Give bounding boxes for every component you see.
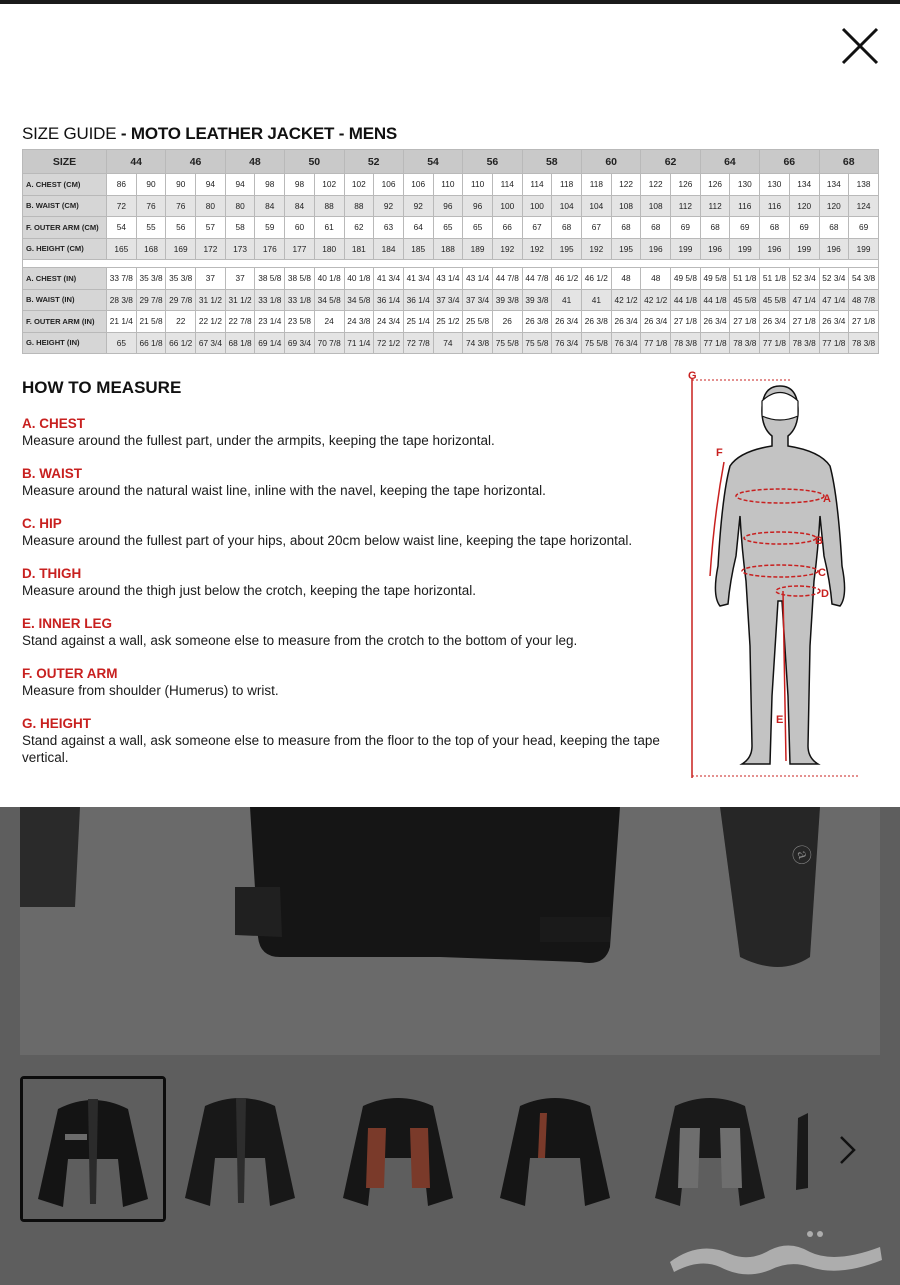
table-cell: 134 [789, 174, 819, 196]
table-cell: 22 1/2 [196, 311, 226, 333]
table-cell: 110 [433, 174, 463, 196]
table-cell: 29 7/8 [166, 289, 196, 311]
table-cell: 189 [463, 238, 493, 260]
table-cell: 54 3/8 [849, 268, 879, 290]
table-cell: 43 1/4 [463, 268, 493, 290]
table-cell: 48 [641, 268, 671, 290]
table-cell: 76 [136, 195, 166, 217]
table-cell: 173 [225, 238, 255, 260]
table-cell: 49 5/8 [700, 268, 730, 290]
table-cell: 96 [433, 195, 463, 217]
table-cell: 68 [760, 217, 790, 239]
table-cell: 21 5/8 [136, 311, 166, 333]
table-cell: 184 [374, 238, 404, 260]
measure-heading: E. INNER LEG [22, 616, 113, 631]
row-label: F. OUTER ARM (CM) [23, 217, 107, 239]
table-cell: 180 [314, 238, 344, 260]
table-cell: 77 1/8 [700, 332, 730, 354]
table-cell: 114 [492, 174, 522, 196]
table-cell: 108 [641, 195, 671, 217]
size-header-cell: 54 [403, 150, 462, 174]
table-cell: 75 5/8 [522, 332, 552, 354]
table-cell: 47 1/4 [789, 289, 819, 311]
size-header-cell: 56 [463, 150, 522, 174]
table-cell: 195 [552, 238, 582, 260]
table-cell: 98 [285, 174, 315, 196]
table-cell: 22 [166, 311, 196, 333]
table-cell: 102 [344, 174, 374, 196]
table-cell: 48 [611, 268, 641, 290]
table-cell: 42 1/2 [611, 289, 641, 311]
table-cell: 44 7/8 [492, 268, 522, 290]
table-cell: 90 [136, 174, 166, 196]
table-cell: 169 [166, 238, 196, 260]
table-cell: 26 3/4 [552, 311, 582, 333]
table-cell: 39 3/8 [522, 289, 552, 311]
table-cell: 69 [789, 217, 819, 239]
table-cell: 77 1/8 [760, 332, 790, 354]
table-cell: 102 [314, 174, 344, 196]
table-cell: 77 1/8 [641, 332, 671, 354]
table-cell: 114 [522, 174, 552, 196]
table-cell: 185 [403, 238, 433, 260]
thumbnail-strip [0, 1070, 900, 1220]
table-cell: 23 1/4 [255, 311, 285, 333]
measure-item [22, 615, 682, 649]
table-cell: 46 1/2 [552, 268, 582, 290]
thumbnail-6-partial[interactable] [792, 1078, 808, 1218]
table-cell: 104 [552, 195, 582, 217]
table-cell: 92 [374, 195, 404, 217]
size-header-cell: 66 [760, 150, 819, 174]
table-cell: 84 [285, 195, 315, 217]
thumbnail-3[interactable] [328, 1078, 468, 1218]
table-cell: 38 5/8 [285, 268, 315, 290]
measure-heading: A. CHEST [22, 416, 86, 431]
row-label: B. WAIST (CM) [23, 195, 107, 217]
table-row [23, 268, 879, 290]
table-cell: 92 [403, 195, 433, 217]
measure-heading: G. HEIGHT [22, 716, 92, 731]
table-cell: 69 [671, 217, 701, 239]
table-cell: 54 [107, 217, 137, 239]
measure-item [22, 415, 682, 449]
table-cell: 134 [819, 174, 849, 196]
table-cell: 172 [196, 238, 226, 260]
svg-text:ⓐ: ⓐ [787, 842, 814, 868]
table-cell: 24 3/8 [344, 311, 374, 333]
table-cell: 177 [285, 238, 315, 260]
table-cell: 38 5/8 [255, 268, 285, 290]
table-cell: 40 1/8 [314, 268, 344, 290]
label-d: D [821, 588, 829, 600]
table-cell: 21 1/4 [107, 311, 137, 333]
table-cell: 75 5/8 [582, 332, 612, 354]
table-cell: 124 [849, 195, 879, 217]
table-cell: 23 5/8 [285, 311, 315, 333]
measure-heading: D. THIGH [22, 566, 82, 581]
table-cell: 71 1/4 [344, 332, 374, 354]
table-cell: 199 [671, 238, 701, 260]
measure-description: Measure around the fullest part of your hips, about 20cm below waist line, keeping the tape horizontal. [22, 533, 633, 548]
table-cell: 37 3/4 [433, 289, 463, 311]
table-cell: 75 5/8 [492, 332, 522, 354]
table-cell: 86 [107, 174, 137, 196]
table-cell: 65 [463, 217, 493, 239]
table-cell: 58 [225, 217, 255, 239]
table-cell: 52 3/4 [789, 268, 819, 290]
table-cell: 80 [225, 195, 255, 217]
table-cell: 70 7/8 [314, 332, 344, 354]
table-cell: 67 [522, 217, 552, 239]
row-label: G. HEIGHT (IN) [23, 332, 107, 354]
table-cell: 34 5/8 [344, 289, 374, 311]
table-cell: 63 [374, 217, 404, 239]
table-row [23, 217, 879, 239]
table-cell: 108 [611, 195, 641, 217]
table-cell: 43 1/4 [433, 268, 463, 290]
table-cell: 196 [641, 238, 671, 260]
size-header-cell: 58 [522, 150, 581, 174]
table-cell: 118 [552, 174, 582, 196]
table-cell: 116 [760, 195, 790, 217]
table-cell: 36 1/4 [374, 289, 404, 311]
table-cell: 122 [611, 174, 641, 196]
page-title: SIZE GUIDE - MOTO LEATHER JACKET - MENS [22, 124, 398, 143]
table-cell: 68 [552, 217, 582, 239]
table-cell: 199 [730, 238, 760, 260]
size-header-cell: 44 [107, 150, 166, 174]
table-cell: 33 1/8 [285, 289, 315, 311]
table-cell: 74 [433, 332, 463, 354]
chevron-right-icon[interactable] [832, 1130, 862, 1170]
table-cell: 69 3/4 [285, 332, 315, 354]
size-header-row [23, 150, 879, 174]
table-cell: 168 [136, 238, 166, 260]
table-cell: 68 [700, 217, 730, 239]
table-cell: 45 5/8 [730, 289, 760, 311]
row-label: F. OUTER ARM (IN) [23, 311, 107, 333]
table-cell: 24 3/4 [374, 311, 404, 333]
table-cell: 88 [344, 195, 374, 217]
table-cell: 69 [730, 217, 760, 239]
table-cell: 90 [166, 174, 196, 196]
table-cell: 126 [671, 174, 701, 196]
measure-description: Stand against a wall, ask someone else to measure from the crotch to the bottom of your leg. [22, 633, 578, 648]
size-header-cell: 46 [166, 150, 225, 174]
table-cell: 112 [671, 195, 701, 217]
table-cell: 26 3/4 [760, 311, 790, 333]
table-cell: 98 [255, 174, 285, 196]
table-cell: 78 3/8 [730, 332, 760, 354]
table-cell: 78 3/8 [671, 332, 701, 354]
table-cell: 44 1/8 [671, 289, 701, 311]
close-icon[interactable] [838, 24, 882, 68]
table-cell: 47 1/4 [819, 289, 849, 311]
table-cell: 130 [760, 174, 790, 196]
table-cell: 192 [492, 238, 522, 260]
measure-item [22, 515, 682, 549]
size-header-cell: 68 [819, 150, 879, 174]
table-cell: 41 3/4 [374, 268, 404, 290]
measure-item [22, 715, 682, 766]
table-cell: 192 [582, 238, 612, 260]
table-cell: 35 3/8 [136, 268, 166, 290]
table-cell: 44 1/8 [700, 289, 730, 311]
row-label: G. HEIGHT (CM) [23, 238, 107, 260]
table-cell: 48 7/8 [849, 289, 879, 311]
table-cell: 41 3/4 [403, 268, 433, 290]
table-cell: 66 [492, 217, 522, 239]
table-cell: 42 1/2 [641, 289, 671, 311]
table-cell: 67 3/4 [196, 332, 226, 354]
table-cell: 22 7/8 [225, 311, 255, 333]
table-cell: 34 5/8 [314, 289, 344, 311]
table-row [23, 311, 879, 333]
table-cell: 60 [285, 217, 315, 239]
size-header-cell: 62 [641, 150, 700, 174]
table-cell: 26 3/4 [700, 311, 730, 333]
table-cell: 195 [611, 238, 641, 260]
table-cell: 25 1/2 [433, 311, 463, 333]
measure-heading: C. HIP [22, 516, 62, 531]
table-cell: 51 1/8 [730, 268, 760, 290]
table-cell: 69 [849, 217, 879, 239]
row-label: A. CHEST (IN) [23, 268, 107, 290]
table-cell: 46 1/2 [582, 268, 612, 290]
table-cell: 96 [463, 195, 493, 217]
table-cell: 49 5/8 [671, 268, 701, 290]
measure-item [22, 665, 682, 699]
table-cell: 24 [314, 311, 344, 333]
table-cell: 196 [760, 238, 790, 260]
table-cell: 77 1/8 [819, 332, 849, 354]
table-cell: 41 [552, 289, 582, 311]
table-cell: 120 [789, 195, 819, 217]
table-cell: 84 [255, 195, 285, 217]
table-cell: 116 [730, 195, 760, 217]
table-cell: 40 1/8 [344, 268, 374, 290]
table-cell: 37 [225, 268, 255, 290]
table-cell: 64 [403, 217, 433, 239]
size-header-cell: 50 [285, 150, 344, 174]
table-cell: 138 [849, 174, 879, 196]
table-cell: 122 [641, 174, 671, 196]
table-cell: 69 1/4 [255, 332, 285, 354]
row-label: A. CHEST (CM) [23, 174, 107, 196]
label-g: G [688, 370, 697, 382]
table-cell: 68 [819, 217, 849, 239]
table-row [23, 195, 879, 217]
table-cell: 68 [641, 217, 671, 239]
table-cell: 188 [433, 238, 463, 260]
table-cell: 33 7/8 [107, 268, 137, 290]
table-cell: 72 7/8 [403, 332, 433, 354]
measure-heading: F. OUTER ARM [22, 666, 118, 681]
table-cell: 66 1/2 [166, 332, 196, 354]
table-cell: 100 [522, 195, 552, 217]
table-cell: 88 [314, 195, 344, 217]
size-header-label: SIZE [23, 150, 107, 174]
size-header-cell: 64 [700, 150, 759, 174]
table-cell: 78 3/8 [789, 332, 819, 354]
table-row [23, 332, 879, 354]
measure-item [22, 465, 682, 499]
table-row [23, 289, 879, 311]
thumbnail-1[interactable] [20, 1076, 166, 1222]
table-cell: 29 7/8 [136, 289, 166, 311]
table-cell: 55 [136, 217, 166, 239]
table-cell: 106 [374, 174, 404, 196]
table-cell: 62 [344, 217, 374, 239]
measure-description: Measure from shoulder (Humerus) to wrist. [22, 683, 279, 698]
product-photo [20, 807, 880, 1055]
table-cell: 72 1/2 [374, 332, 404, 354]
table-cell: 76 [166, 195, 196, 217]
size-header-cell: 52 [344, 150, 403, 174]
size-guide-modal [0, 4, 900, 807]
measure-item [22, 565, 682, 599]
table-cell: 65 [107, 332, 137, 354]
table-cell: 31 1/2 [225, 289, 255, 311]
table-cell: 33 1/8 [255, 289, 285, 311]
table-cell: 100 [492, 195, 522, 217]
table-cell: 57 [196, 217, 226, 239]
table-cell: 28 3/8 [107, 289, 137, 311]
table-cell: 26 [492, 311, 522, 333]
table-cell: 68 [611, 217, 641, 239]
thumbnail-5[interactable] [640, 1078, 780, 1218]
table-cell: 181 [344, 238, 374, 260]
table-cell: 120 [819, 195, 849, 217]
measure-description: Stand against a wall, ask someone else to measure from the floor to the top of your head, keeping the tape vertical. [22, 733, 660, 765]
table-cell: 51 1/8 [760, 268, 790, 290]
how-to-measure-title: HOW TO MEASURE [22, 378, 182, 397]
body-measure-figure [680, 366, 880, 786]
table-cell: 65 [433, 217, 463, 239]
thumbnail-4[interactable] [485, 1078, 625, 1218]
size-header-cell: 60 [582, 150, 641, 174]
table-cell: 74 3/8 [463, 332, 493, 354]
table-cell: 199 [789, 238, 819, 260]
table-row [23, 174, 879, 196]
table-row [23, 238, 879, 260]
table-cell: 41 [582, 289, 612, 311]
table-cell: 112 [700, 195, 730, 217]
table-cell: 31 1/2 [196, 289, 226, 311]
table-cell: 26 3/8 [522, 311, 552, 333]
table-cell: 94 [196, 174, 226, 196]
measure-description: Measure around the thigh just below the crotch, keeping the tape horizontal. [22, 583, 477, 598]
table-cell: 37 3/4 [463, 289, 493, 311]
label-f: F [716, 447, 723, 459]
table-cell: 192 [522, 238, 552, 260]
table-cell: 27 1/8 [849, 311, 879, 333]
table-cell: 165 [107, 238, 137, 260]
table-cell: 25 5/8 [463, 311, 493, 333]
size-header-cell: 48 [225, 150, 284, 174]
table-cell: 59 [255, 217, 285, 239]
table-cell: 26 3/8 [582, 311, 612, 333]
thumbnail-2[interactable] [170, 1078, 310, 1218]
table-cell: 61 [314, 217, 344, 239]
table-cell: 35 3/8 [166, 268, 196, 290]
label-a: A [823, 493, 831, 505]
measure-description: Measure around the fullest part, under the armpits, keeping the tape horizontal. [22, 433, 495, 448]
table-cell: 199 [849, 238, 879, 260]
table-cell: 118 [582, 174, 612, 196]
label-e: E [776, 714, 784, 726]
label-b: B [815, 535, 823, 547]
row-label: B. WAIST (IN) [23, 289, 107, 311]
watermark-logo [660, 1222, 890, 1277]
table-cell: 27 1/8 [730, 311, 760, 333]
table-cell: 66 1/8 [136, 332, 166, 354]
table-cell: 67 [582, 217, 612, 239]
table-cell: 94 [225, 174, 255, 196]
table-cell: 196 [819, 238, 849, 260]
table-cell: 68 1/8 [225, 332, 255, 354]
measure-description: Measure around the natural waist line, inline with the navel, keeping the tape horizontal. [22, 483, 546, 498]
table-cell: 76 3/4 [611, 332, 641, 354]
table-cell: 26 3/4 [641, 311, 671, 333]
table-cell: 130 [730, 174, 760, 196]
table-cell: 80 [196, 195, 226, 217]
table-cell: 37 [196, 268, 226, 290]
table-cell: 27 1/8 [789, 311, 819, 333]
separator-cell [23, 260, 879, 268]
table-cell: 72 [107, 195, 137, 217]
table-cell: 76 3/4 [552, 332, 582, 354]
table-cell: 106 [403, 174, 433, 196]
table-cell: 44 7/8 [522, 268, 552, 290]
table-cell: 39 3/8 [492, 289, 522, 311]
table-cell: 25 1/4 [403, 311, 433, 333]
table-cell: 104 [582, 195, 612, 217]
table-separator [23, 260, 879, 268]
measure-heading: B. WAIST [22, 466, 82, 481]
table-cell: 26 3/4 [819, 311, 849, 333]
table-cell: 78 3/8 [849, 332, 879, 354]
table-cell: 126 [700, 174, 730, 196]
table-cell: 196 [700, 238, 730, 260]
label-c: C [818, 567, 826, 579]
table-cell: 27 1/8 [671, 311, 701, 333]
table-cell: 45 5/8 [760, 289, 790, 311]
table-cell: 52 3/4 [819, 268, 849, 290]
size-table [22, 149, 879, 354]
table-cell: 176 [255, 238, 285, 260]
table-cell: 110 [463, 174, 493, 196]
table-cell: 56 [166, 217, 196, 239]
table-cell: 26 3/4 [611, 311, 641, 333]
table-cell: 36 1/4 [403, 289, 433, 311]
